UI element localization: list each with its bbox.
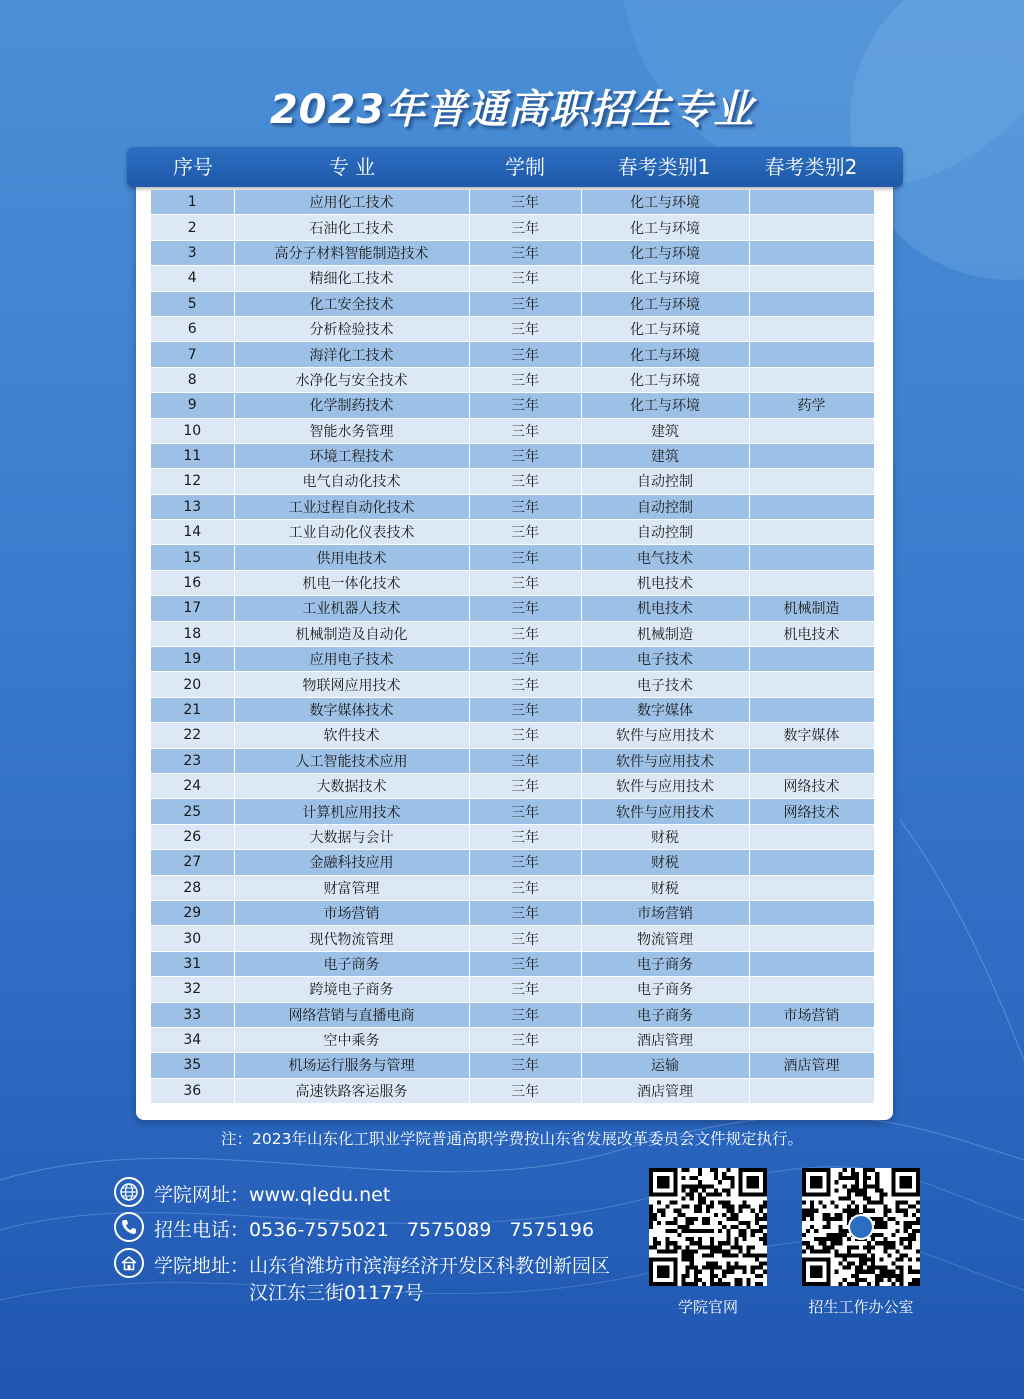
cell-major: 现代物流管理 [234,926,469,951]
cell-index: 13 [151,494,234,519]
table-row [151,672,874,697]
table-row [151,850,874,875]
cell-index: 2 [151,215,234,240]
cell-major: 化工安全技术 [234,291,469,316]
college-logo-icon [848,1214,874,1240]
cell-duration: 三年 [469,291,581,316]
cell-category-2 [749,926,874,951]
table-row [151,316,874,341]
cell-duration: 三年 [469,545,581,570]
table-row [151,723,874,748]
cell-major: 金融科技应用 [234,850,469,875]
cell-category-1: 财税 [581,824,749,849]
cell-category-1: 化工与环境 [581,215,749,240]
globe-icon [114,1177,144,1207]
cell-category-2: 机械制造 [749,596,874,621]
cell-category-1: 机电技术 [581,570,749,595]
tuition-note: 注：2023年山东化工职业学院普通高职学费按山东省发展改革委员会文件规定执行。 [221,1130,803,1148]
phone-label: 招生电话： [154,1219,250,1241]
cell-duration: 三年 [469,621,581,646]
cell-duration: 三年 [469,1027,581,1052]
cell-category-2 [749,951,874,976]
cell-major: 人工智能技术应用 [234,748,469,773]
table-row [151,1002,874,1027]
cell-category-2 [749,748,874,773]
cell-index: 26 [151,824,234,849]
cell-index: 35 [151,1053,234,1078]
phone-number-2[interactable]: 7575089 [406,1219,492,1241]
header-category-2: 春考类别2 [764,155,858,179]
cell-category-1: 软件与应用技术 [581,773,749,798]
header-category-1: 春考类别1 [617,155,711,179]
cell-index: 23 [151,748,234,773]
cell-index: 6 [151,316,234,341]
cell-duration: 三年 [469,799,581,824]
cell-index: 18 [151,621,234,646]
table-row [151,647,874,672]
cell-duration: 三年 [469,240,581,265]
cell-category-2 [749,240,874,265]
table-row [151,773,874,798]
cell-category-1: 建筑 [581,418,749,443]
cell-category-2 [749,469,874,494]
table-row [151,824,874,849]
cell-major: 供用电技术 [234,545,469,570]
cell-duration: 三年 [469,215,581,240]
cell-category-2 [749,342,874,367]
table-row [151,215,874,240]
cell-category-1: 化工与环境 [581,342,749,367]
cell-category-2 [749,291,874,316]
cell-major: 网络营销与直播电商 [234,1002,469,1027]
cell-major: 大数据技术 [234,773,469,798]
cell-category-2 [749,875,874,900]
cell-duration: 三年 [469,1002,581,1027]
table-row [151,190,874,215]
cell-major: 高速铁路客运服务 [234,1078,469,1103]
table-row [151,367,874,392]
table-row [151,291,874,316]
cell-major: 海洋化工技术 [234,342,469,367]
table-row [151,875,874,900]
qr-code-admissions[interactable] [802,1168,920,1286]
cell-index: 34 [151,1027,234,1052]
cell-major: 跨境电子商务 [234,977,469,1002]
table-row [151,926,874,951]
address-label: 学院地址： [154,1255,250,1277]
majors-table [151,190,875,1104]
cell-duration: 三年 [469,1053,581,1078]
cell-category-1: 电子商务 [581,1002,749,1027]
cell-category-1: 机电技术 [581,596,749,621]
cell-category-1: 酒店管理 [581,1078,749,1103]
cell-index: 19 [151,647,234,672]
table-row [151,494,874,519]
cell-index: 3 [151,240,234,265]
cell-category-2: 网络技术 [749,773,874,798]
cell-duration: 三年 [469,773,581,798]
home-icon [114,1248,144,1278]
cell-duration: 三年 [469,520,581,545]
cell-duration: 三年 [469,824,581,849]
cell-category-1: 软件与应用技术 [581,799,749,824]
cell-major: 空中乘务 [234,1027,469,1052]
cell-index: 32 [151,977,234,1002]
cell-index: 15 [151,545,234,570]
cell-major: 机械制造及自动化 [234,621,469,646]
cell-duration: 三年 [469,494,581,519]
cell-category-2: 市场营销 [749,1002,874,1027]
cell-duration: 三年 [469,951,581,976]
header-major: 专 业 [328,155,376,179]
qr-code-website[interactable] [649,1168,767,1286]
table-row [151,443,874,468]
table-row [151,1053,874,1078]
address-line-1: 山东省潍坊市滨海经济开发区科教创新园区 [249,1255,611,1277]
cell-duration: 三年 [469,570,581,595]
table-row [151,240,874,265]
cell-category-1: 软件与应用技术 [581,723,749,748]
cell-category-2 [749,266,874,291]
cell-duration: 三年 [469,850,581,875]
cell-index: 31 [151,951,234,976]
cell-major: 工业机器人技术 [234,596,469,621]
cell-index: 4 [151,266,234,291]
cell-category-2 [749,824,874,849]
website-link[interactable]: www.qledu.net [249,1184,391,1206]
cell-duration: 三年 [469,266,581,291]
cell-duration: 三年 [469,926,581,951]
table-row [151,697,874,722]
table-row [151,1078,874,1103]
cell-major: 机场运行服务与管理 [234,1053,469,1078]
cell-major: 工业过程自动化技术 [234,494,469,519]
cell-major: 石油化工技术 [234,215,469,240]
cell-duration: 三年 [469,342,581,367]
cell-major: 应用化工技术 [234,190,469,215]
cell-major: 软件技术 [234,723,469,748]
cell-index: 10 [151,418,234,443]
cell-index: 21 [151,697,234,722]
cell-category-1: 物流管理 [581,926,749,951]
table-row [151,545,874,570]
table-row [151,1027,874,1052]
cell-duration: 三年 [469,418,581,443]
cell-major: 数字媒体技术 [234,697,469,722]
cell-category-1: 市场营销 [581,900,749,925]
cell-category-1: 自动控制 [581,494,749,519]
cell-category-2 [749,1027,874,1052]
phone-number-1[interactable]: 0536-7575021 [249,1219,389,1241]
table-row [151,900,874,925]
cell-major: 高分子材料智能制造技术 [234,240,469,265]
cell-category-1: 电子商务 [581,977,749,1002]
cell-major: 智能水务管理 [234,418,469,443]
cell-index: 33 [151,1002,234,1027]
cell-category-1: 自动控制 [581,469,749,494]
cell-index: 29 [151,900,234,925]
cell-category-1: 电子商务 [581,951,749,976]
cell-category-2 [749,545,874,570]
table-row [151,418,874,443]
cell-category-2 [749,850,874,875]
cell-category-1: 化工与环境 [581,316,749,341]
cell-index: 16 [151,570,234,595]
cell-index: 11 [151,443,234,468]
cell-category-1: 软件与应用技术 [581,748,749,773]
cell-duration: 三年 [469,723,581,748]
cell-index: 9 [151,393,234,418]
cell-major: 精细化工技术 [234,266,469,291]
cell-duration: 三年 [469,1078,581,1103]
cell-category-2 [749,900,874,925]
cell-major: 电子商务 [234,951,469,976]
table-row [151,570,874,595]
cell-major: 物联网应用技术 [234,672,469,697]
cell-category-2 [749,570,874,595]
page-title: 2023年普通高职招生专业 [269,87,755,133]
cell-category-1: 电子技术 [581,672,749,697]
cell-major: 大数据与会计 [234,824,469,849]
website-label: 学院网址： [154,1184,250,1206]
cell-category-1: 化工与环境 [581,367,749,392]
cell-index: 36 [151,1078,234,1103]
cell-category-2: 酒店管理 [749,1053,874,1078]
cell-index: 17 [151,596,234,621]
cell-category-2: 机电技术 [749,621,874,646]
cell-category-2 [749,697,874,722]
phone-number-3[interactable]: 7575196 [509,1219,595,1241]
table-row [151,951,874,976]
table-row [151,748,874,773]
table-row [151,469,874,494]
table-row [151,621,874,646]
cell-category-2: 数字媒体 [749,723,874,748]
cell-duration: 三年 [469,367,581,392]
cell-index: 20 [151,672,234,697]
cell-index: 12 [151,469,234,494]
cell-major: 水净化与安全技术 [234,367,469,392]
cell-category-1: 运输 [581,1053,749,1078]
cell-duration: 三年 [469,647,581,672]
cell-category-1: 电子技术 [581,647,749,672]
cell-duration: 三年 [469,697,581,722]
cell-category-2 [749,1078,874,1103]
cell-major: 财富管理 [234,875,469,900]
table-header [127,147,903,187]
cell-duration: 三年 [469,900,581,925]
cell-major: 计算机应用技术 [234,799,469,824]
cell-duration: 三年 [469,316,581,341]
cell-category-1: 机械制造 [581,621,749,646]
cell-category-1: 建筑 [581,443,749,468]
cell-major: 应用电子技术 [234,647,469,672]
table-row [151,799,874,824]
cell-index: 22 [151,723,234,748]
cell-duration: 三年 [469,393,581,418]
cell-index: 8 [151,367,234,392]
cell-category-1: 化工与环境 [581,393,749,418]
cell-category-2 [749,520,874,545]
address-line-2: 汉江东三街01177号 [249,1282,424,1304]
cell-category-2 [749,190,874,215]
cell-category-1: 化工与环境 [581,240,749,265]
cell-category-1: 财税 [581,850,749,875]
table-row [151,520,874,545]
cell-major: 化学制药技术 [234,393,469,418]
cell-category-2 [749,367,874,392]
cell-major: 工业自动化仪表技术 [234,520,469,545]
cell-category-1: 数字媒体 [581,697,749,722]
cell-category-1: 财税 [581,875,749,900]
cell-duration: 三年 [469,977,581,1002]
cell-category-1: 自动控制 [581,520,749,545]
qr-label-website: 学院官网 [677,1298,738,1316]
table-row [151,977,874,1002]
cell-category-1: 酒店管理 [581,1027,749,1052]
cell-index: 7 [151,342,234,367]
cell-duration: 三年 [469,748,581,773]
cell-category-1: 化工与环境 [581,266,749,291]
header-duration: 学制 [505,155,545,179]
cell-category-2 [749,316,874,341]
cell-major: 电气自动化技术 [234,469,469,494]
table-row [151,596,874,621]
cell-category-1: 化工与环境 [581,190,749,215]
cell-index: 1 [151,190,234,215]
cell-duration: 三年 [469,596,581,621]
cell-index: 14 [151,520,234,545]
cell-index: 27 [151,850,234,875]
cell-duration: 三年 [469,443,581,468]
phone-icon [114,1212,144,1242]
cell-index: 25 [151,799,234,824]
cell-category-2 [749,443,874,468]
cell-duration: 三年 [469,190,581,215]
cell-category-1: 电气技术 [581,545,749,570]
cell-category-2 [749,977,874,1002]
cell-category-2 [749,494,874,519]
cell-category-2: 网络技术 [749,799,874,824]
cell-duration: 三年 [469,875,581,900]
cell-index: 5 [151,291,234,316]
table-row [151,266,874,291]
cell-category-2 [749,215,874,240]
cell-duration: 三年 [469,469,581,494]
cell-category-1: 化工与环境 [581,291,749,316]
cell-category-2 [749,647,874,672]
cell-category-2 [749,672,874,697]
cell-duration: 三年 [469,672,581,697]
cell-major: 环境工程技术 [234,443,469,468]
cell-index: 28 [151,875,234,900]
qr-label-admissions: 招生工作办公室 [808,1298,914,1316]
cell-major: 机电一体化技术 [234,570,469,595]
table-row [151,342,874,367]
cell-category-2: 药学 [749,393,874,418]
cell-index: 24 [151,773,234,798]
header-index: 序号 [173,155,213,179]
cell-category-2 [749,418,874,443]
cell-major: 分析检验技术 [234,316,469,341]
cell-index: 30 [151,926,234,951]
cell-major: 市场营销 [234,900,469,925]
table-row [151,393,874,418]
